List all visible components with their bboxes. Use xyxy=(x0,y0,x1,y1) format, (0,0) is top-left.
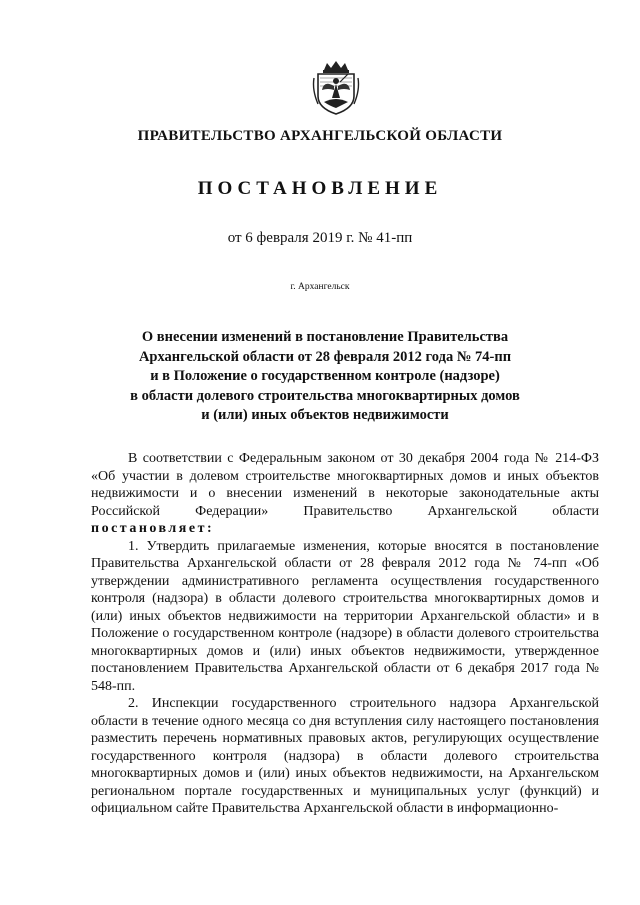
subject-line: и в Положение о государственном контроле (надзоре) xyxy=(150,368,500,384)
decree-word: постановляет xyxy=(91,521,207,536)
document-place: г. Архангельск xyxy=(290,282,350,292)
document-subject xyxy=(90,328,560,426)
document-type: ПОСТАНОВЛЕНИЕ xyxy=(197,178,443,199)
item-1-paragraph: 1. Утвердить прилагаемые изменения, которые вносятся в постановление Правительства Архангельской области от 28 февраля 2012 года № 74-пп «Об утверждении административного регламента осуществления государственного контроля (надзора) в области долевого строительства многоквартирных домов и (или) иных объектов недвижимости на территории Архангельской области» и в Положение о государственном контроле (надзоре) в области долевого строительства многоквартирных домов и (или) иных объектов недвижимости, утвержденное постановлением Правительства Архангельской области от 6 декабря 2017 года № 548-пп. xyxy=(91,538,599,694)
intro-text: В соответствии с Федеральным законом от 30 декабря 2004 года № 214-ФЗ «Об участии в долевом строительстве многоквартирных домов и иных объектов недвижимости и о внесении изменений в некоторые законодательные акты Российской Федерации» Правительство Архангельской области xyxy=(91,451,599,519)
subject-line: в области долевого строительства многоквартирных домов xyxy=(130,387,520,404)
intro-paragraph xyxy=(91,450,599,538)
document-body xyxy=(91,450,599,818)
subject-line: О внесении изменений в постановление Правительства xyxy=(141,329,509,345)
subject-line: и (или) иных объектов недвижимости xyxy=(201,407,449,423)
organization-name: ПРАВИТЕЛЬСТВО АРХАНГЕЛЬСКОЙ ОБЛАСТИ xyxy=(137,128,503,144)
coat-of-arms-icon xyxy=(310,60,362,116)
decree-colon: : xyxy=(206,521,215,536)
item-2-paragraph: 2. Инспекции государственного строительного надзора Архангельской области в течение одного месяца со дня вступления силу настоящего постановления разместить перечень нормативных правовых актов, регулирующих осуществление государственного контроля (надзора) в области долевого строительства многоквартирных домов и (или) иных объектов недвижимости, на Архангельском региональном портале государственных и муниципальных услуг (функций) и официальном сайте Правительства Архангельской области в информационно- xyxy=(91,696,599,816)
subject-line: Архангельской области от 28 февраля 2012 года № 74-пп xyxy=(138,348,512,365)
document-date-number: от 6 февраля 2019 г. № 41-пп xyxy=(227,230,413,246)
